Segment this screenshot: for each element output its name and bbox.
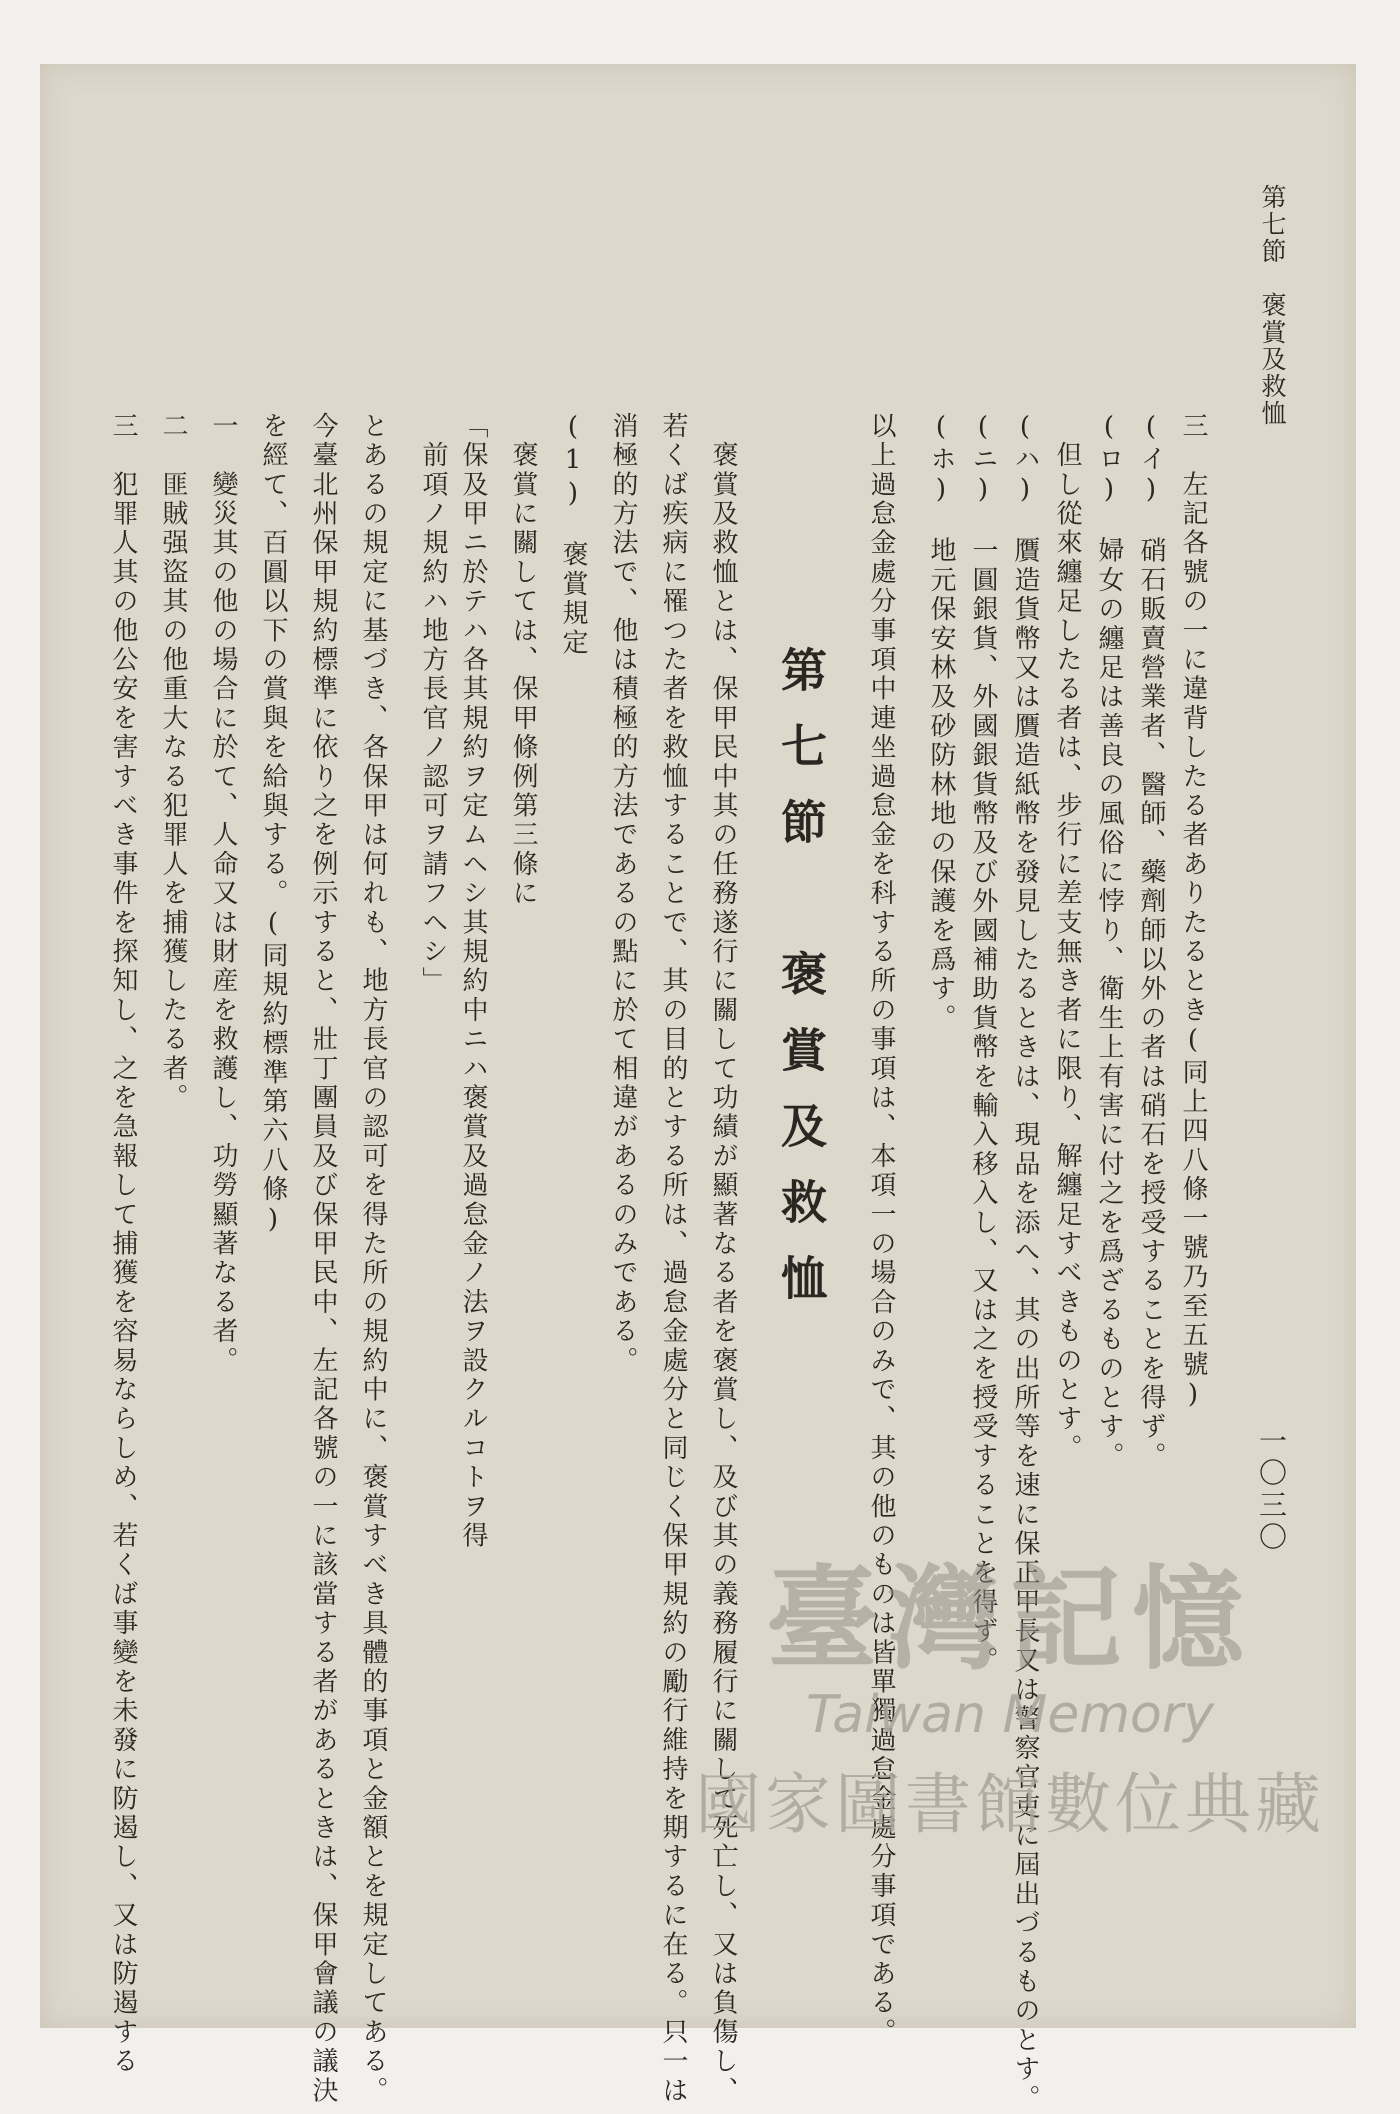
watermark-logo: 臺灣記憶 xyxy=(766,1554,1254,1685)
text-line: 三 犯罪人其の他公安を害すべき事件を探知し、之を急報して捕獲を容易ならしめ、若くば事變を未發に防遏し、又は防遏する xyxy=(108,412,138,2077)
text-line: 消極的方法で、他は積極的方法であるの點に於て相違があるのみである。 xyxy=(608,412,638,1376)
watermark xyxy=(660,1530,1360,1846)
page-number: 一〇三〇 xyxy=(1255,1426,1288,1554)
text-line: (ロ) 婦女の纏足は善良の風俗に悖り、衛生上有害に付之を爲ざるものとす。 xyxy=(1094,412,1124,1472)
running-header: 第七節 褒賞及救恤 xyxy=(1258,184,1287,427)
text-line: 褒賞及救恤とは、保甲民中其の任務遂行に關して功績が顯著なる者を褒賞し、及び其の義務履行に關して死亡し、又は負傷し、 xyxy=(708,412,738,2106)
text-line: 一 變災其の他の場合に於て、人命又は財産を救護し、功勞顯著なる者。 xyxy=(208,412,238,1376)
text-line: とあるの規定に基づき、各保甲は何れも、地方長官の認可を得た所の規約中に、褒賞すべき具體的事項と金額とを規定してある。 xyxy=(358,412,388,2106)
subheading: (1) 褒賞規定 xyxy=(558,412,588,658)
text-line: 以上過怠金處分事項中連坐過怠金を科する所の事項は、本項一の場合のみで、其の他のものは皆單獨過怠金處分事項である。 xyxy=(866,412,896,2048)
text-line: 三 左記各號の一に違背したる者ありたるとき(同上四八條一號乃至五號) xyxy=(1178,412,1208,1413)
text-line: (ハ) 贋造貨幣又は贋造紙幣を發見したるときは、現品を添へ、其の出所等を速に保正甲長又は警察官吏に屆出づるものとす。 xyxy=(1010,412,1040,2114)
text-line: 褒賞に關しては、保甲條例第三條に xyxy=(508,412,538,909)
watermark-english: Taiwan Memory xyxy=(806,1685,1214,1745)
text-line: (イ) 硝石販賣營業者、醫師、藥劑師以外の者は硝石を授受することを得ず。 xyxy=(1136,412,1166,1472)
text-line: を經て、百圓以下の賞與を給與する。(同規約標準第六八條) xyxy=(258,412,288,1238)
text-line: (ホ) 地元保安林及砂防林地の保護を爲す。 xyxy=(926,412,956,1034)
text-line: 「保及甲ニ於テハ各其規約ヲ定ムヘシ其規約中ニハ褒賞及過怠金ノ法ヲ設クルコトヲ得 xyxy=(458,412,488,1551)
text-line: (ニ) 一圓銀貨、外國銀貨幣及び外國補助貨幣を輸入移入し、又は之を授受することを得ず。 xyxy=(968,412,998,1676)
section-title: 第七節 褒賞及救恤 xyxy=(774,646,828,1330)
text-line: 若くば疾病に罹つた者を救恤することで、其の目的とする所は、過怠金處分と同じく保甲規約の勵行維持を期するに在る。只一は xyxy=(658,412,688,2106)
text-line: 今臺北州保甲規約標準に依り之を例示すると、壯丁團員及び保甲民中、左記各號の一に該當する者があるときは、保甲會議の議決 xyxy=(308,412,338,2106)
watermark-chinese: 國家圖書館數位典藏 xyxy=(695,1766,1325,1843)
text-line: 二 匪賊强盜其の他重大なる犯罪人を捕獲したる者。 xyxy=(158,412,188,1113)
text-line: 前項ノ規約ハ地方長官ノ認可ヲ請フヘシ」 xyxy=(418,412,448,996)
text-line: 但し從來纏足したる者は、步行に差支無き者に限り、解纏足すべきものとす。 xyxy=(1052,412,1082,1464)
